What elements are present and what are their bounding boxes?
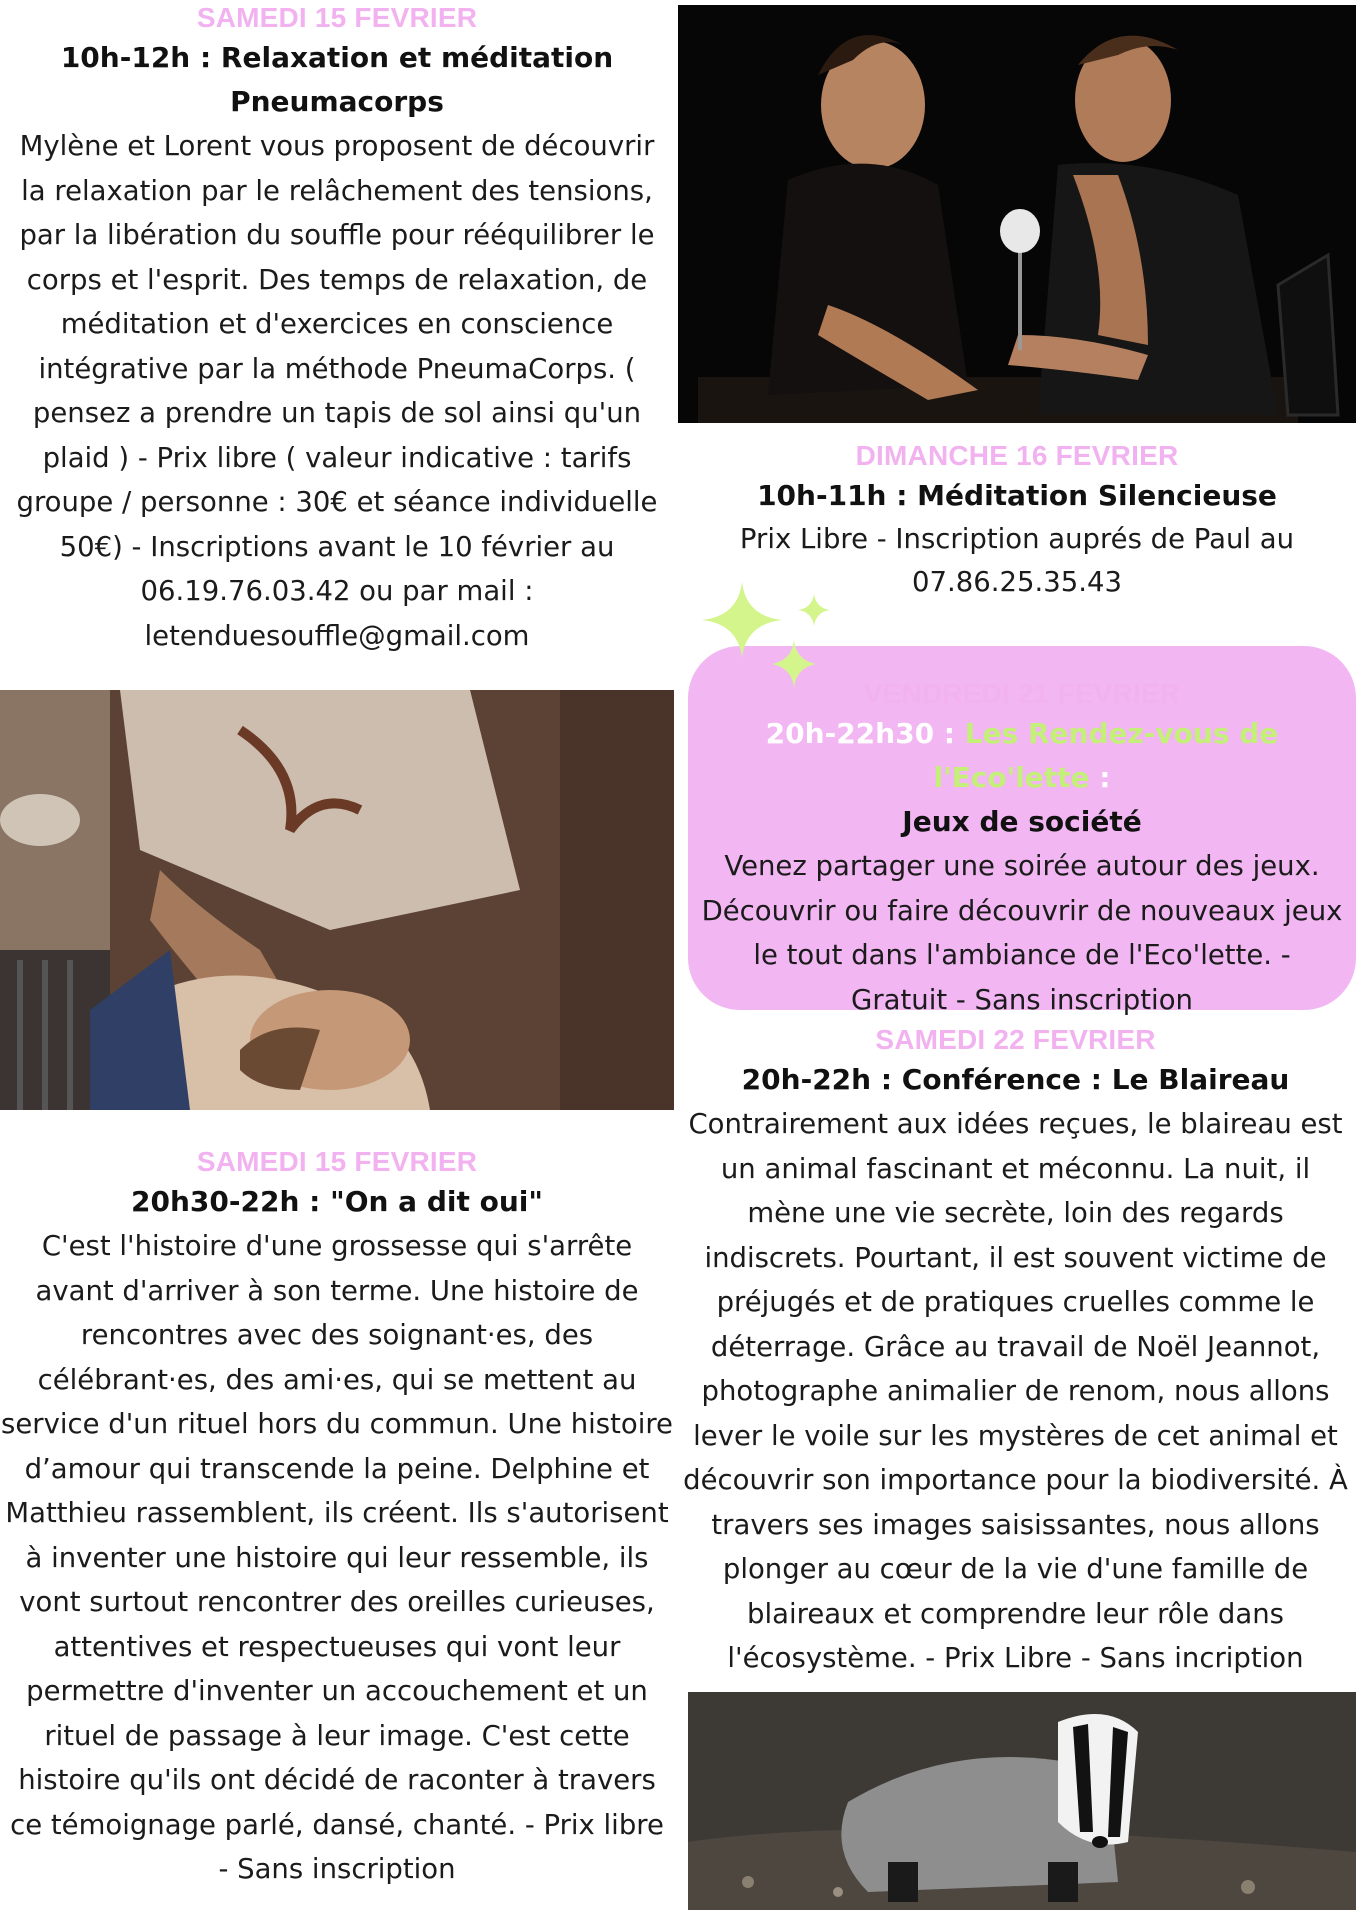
event-description: Contrairement aux idées reçues, le blaireau est un animal fascinant et méconnu. La nuit, il mène une vie secrète, loin des regards indiscrets. Pourtant, il est souvent victime de préjugés et de pratiques cruelles comme le déterrage. Grâce au travail de Noël Jeannot, photographe animalier de renom, nous allons lever le voile sur les mystères de cet animal et découvrir son importance pour la biodiversité. À travers ses images saisissantes, nous allons plonger au cœur de la vie d'une famille de blaireaux et comprendre leur rôle dans l'écosystème. - Prix Libre - Sans incription <box>683 1108 1348 1674</box>
event-description: Mylène et Lorent vous proposent de découvrir la relaxation par le relâchement des tensions, par la libération du souffle pour rééquilibrer le corps et l'esprit. Des temps de relaxation, de méditation et d'exercices en conscience intégrative par la méthode PneumaCorps. ( pensez a prendre un tapis de sol ainsi qu'un plaid ) - Prix libre ( valeur indicative : tarifs groupe / personne : 30€ et séance individuelle 50€) - Inscriptions avant le 10 février au 06.19.76.03.42 ou par mail : letenduesouffle@gmail.com <box>16 130 658 652</box>
photo-relaxation-massage <box>0 690 674 1110</box>
photo-meditation-couple <box>678 5 1356 423</box>
event-title: 20h30-22h : "On a dit oui" <box>131 1185 543 1218</box>
event-day: SAMEDI 15 FEVRIER <box>196 2 478 33</box>
event-description: Venez partager une soirée autour des jeux. Découvrir ou faire découvrir de nouveaux jeux le tout dans l'ambiance de l'Eco'lette. - Gratuit - Sans inscription <box>701 850 1343 1016</box>
sparkle-icon <box>700 580 840 690</box>
event-description: C'est l'histoire d'une grossesse qui s'arrête avant d'arriver à son terme. Une histoire de rencontres avec des soignant·es, des célébrant·es, des ami·es, qui se mettent au service d'un rituel hors du commun. Une histoire d’amour qui transcende la peine. Delphine et Matthieu rassemblent, ils créent. Ils s'autorisent à inventer une histoire qui leur ressemble, ils vont surtout rencontrer des oreilles curieuses, attentives et respectueuses qui vont leur permettre d'inventer un accouchement et un rituel de passage à leur image. C'est cette histoire qu'ils ont décidé de raconter à travers ce témoignage parlé, dansé, chanté. - Prix libre - Sans inscription <box>1 1230 673 1885</box>
event-description: Prix Libre - Inscription auprés de Paul au 07.86.25.35.43 <box>739 523 1295 598</box>
event-title: 20h-22h30 : Les Rendez-vous de l'Eco'lette : Jeux de société <box>765 717 1279 838</box>
event-title: 10h-11h : Méditation Silencieuse <box>757 479 1277 512</box>
event-on-a-dit-oui <box>0 1144 674 1892</box>
event-day: DIMANCHE 16 FEVRIER <box>855 440 1179 471</box>
event-title: 10h-12h : Relaxation et méditation Pneumacorps <box>60 41 614 118</box>
event-day: SAMEDI 15 FEVRIER <box>196 1146 478 1177</box>
event-jeux-de-societe <box>688 676 1356 1022</box>
event-day: VENDREDI 21 FEVRIER <box>863 678 1181 709</box>
event-relaxation <box>0 0 674 658</box>
event-title: 20h-22h : Conférence : Le Blaireau <box>741 1063 1290 1096</box>
event-conference-blaireau <box>674 1022 1357 1681</box>
photo-badger <box>688 1692 1356 1910</box>
event-day: SAMEDI 22 FEVRIER <box>875 1024 1156 1055</box>
